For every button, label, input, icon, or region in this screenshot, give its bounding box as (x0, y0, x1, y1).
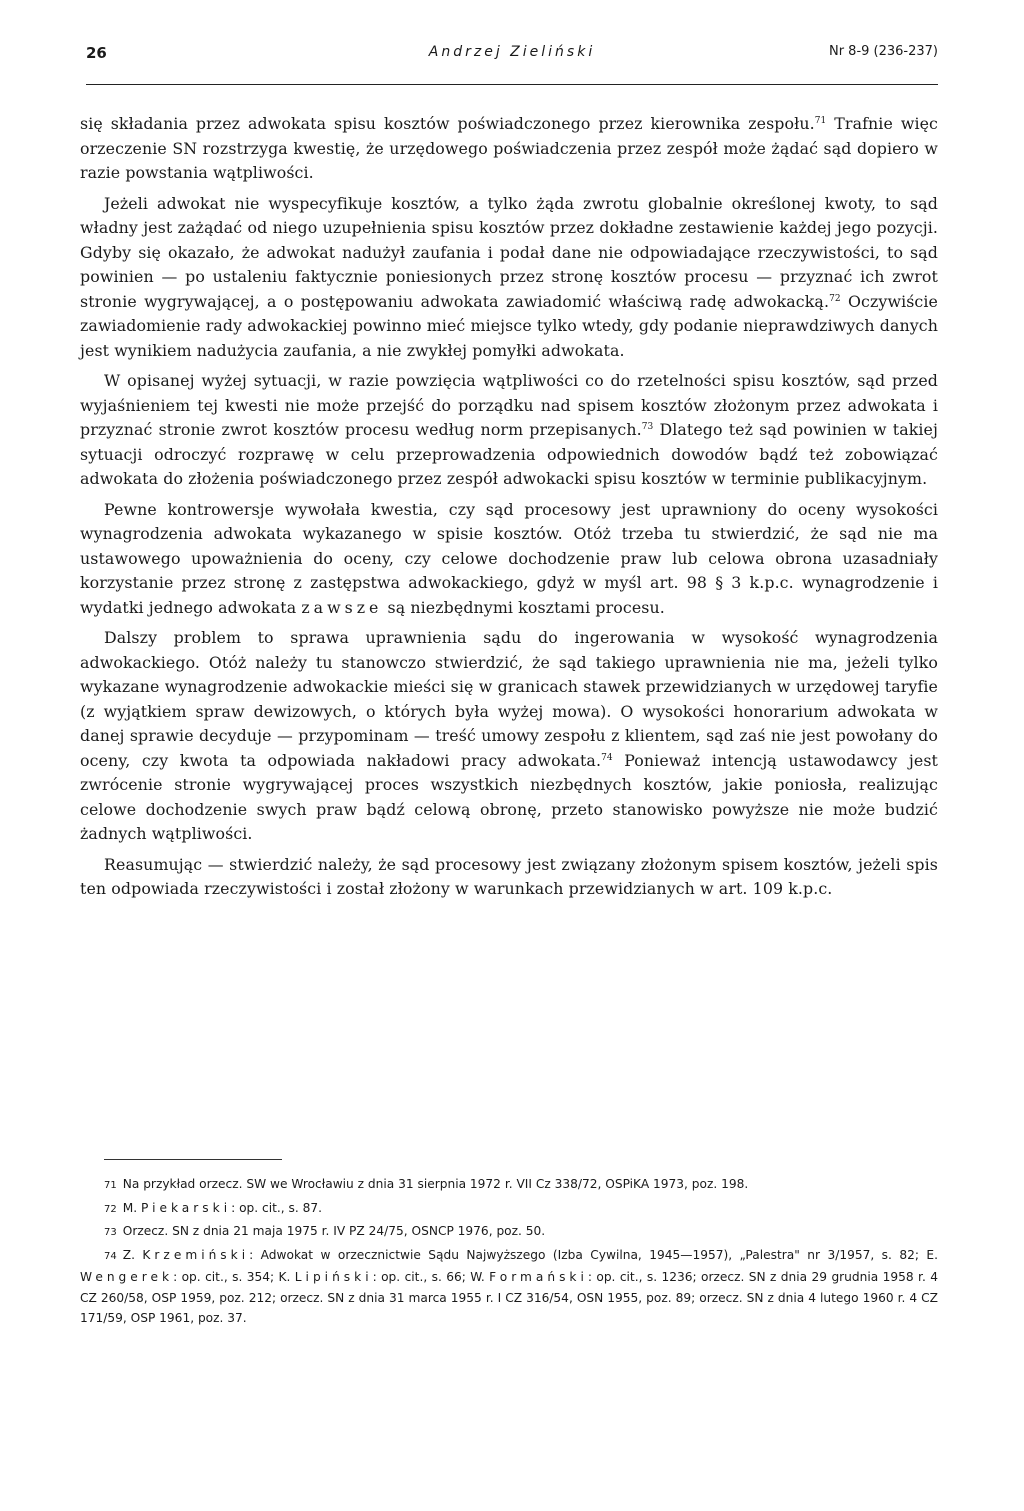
footnote-ref: 73 (641, 422, 654, 432)
body-text (80, 112, 938, 908)
running-head-author: Andrzej Zieliński (428, 44, 596, 60)
spaced-emphasis: zawsze (301, 597, 383, 617)
spaced-emphasis: Krzemiński (142, 1247, 250, 1262)
paragraph (80, 853, 938, 902)
page-number: 26 (86, 44, 107, 62)
text-run: Dlatego też sąd powinien w takiej sytuacji odroczyć rozprawę w celu przeprowadzenia odpowiednich dowodów bądź też zobowiązać adwokata do złożenia poświadczonego przez zespół adwokacki spisu kosztów w terminie publikacyjnym. (80, 420, 938, 488)
text-run: Reasumując — stwierdzić należy, że sąd procesowy jest związany złożonym spisem kosztów, jeżeli spis ten odpowiada rzeczywistości i został złożony w warunkach przewidzianych w art. 109 k.p.c. (80, 854, 938, 898)
footnote-ref: 72 (829, 293, 841, 304)
footnote (80, 1221, 938, 1244)
footnote-number: 72 (104, 1203, 117, 1215)
text-run: Orzecz. SN z dnia 21 maja 1975 r. IV PZ 24/75, OSNCP 1976, poz. 50. (122, 1224, 546, 1238)
spaced-emphasis: Lipiński (294, 1270, 373, 1284)
footnote (80, 1245, 938, 1329)
paragraph (80, 626, 938, 847)
text-run: Na przykład orzecz. SW we Wrocławiu z dnia 31 sierpnia 1972 r. VII Cz 338/72, OSPiKA 1973, poz. 198. (122, 1177, 749, 1191)
footnote-separator (104, 1159, 282, 1160)
paragraph (80, 192, 938, 364)
text-run: : op. cit., s. 87. (231, 1200, 322, 1215)
spaced-emphasis: Wengerek (80, 1270, 174, 1284)
text-run: : op. cit., s. 1236; orzecz. SN z dnia 29 grudnia 1958 r. 4 CZ 260/58, OSP 1959, poz. 212; orzecz. SN z dnia 31 marca 1955 r. I CZ 316/54, OSN 1955, poz. 89; orzecz. SN z dnia 4 lutego 1960 r. 4 CZ 171/59, OSP 1961, poz. 37. (80, 1270, 938, 1325)
spaced-emphasis: Formański (489, 1270, 588, 1284)
footnote-number: 74 (104, 1250, 117, 1262)
footnote-ref: 74 (601, 752, 613, 763)
paragraph (80, 112, 938, 186)
text-run: Z. (122, 1247, 143, 1262)
issue-number: Nr 8-9 (236-237) (828, 44, 938, 59)
spaced-emphasis: Piekarski (141, 1200, 232, 1215)
text-run: są niezbędnymi kosztami procesu. (382, 597, 665, 617)
footnote-number: 71 (104, 1180, 117, 1191)
text-run: Oczywiście zawiadomienie rady adwokackiej powinno mieć miejsce tylko wtedy, gdy podanie nieprawdziwych danych jest wynikiem nadużycia zaufania, a nie zwykłej pomyłki adwokata. (80, 291, 938, 360)
text-run: : Adwokat w orzecznictwie Sądu Najwyższego (Izba Cywilna, 1945—1957), „Palestra" nr 3/1957, s. 82; E. (249, 1247, 938, 1262)
footnote (80, 1174, 938, 1197)
text-run: Ponieważ intencją ustawodawcy jest zwrócenie stronie wygrywającej proces wszystkich niezbędnych kosztów, jakie poniosła, realizując celowe dochodzenie swych praw bądź celową obronę, przeto stanowisko powyższe nie może budzić żadnych wątpliwości. (80, 750, 938, 843)
text-run: Trafnie więc orzeczenie SN rozstrzyga kwestię, że urzędowego poświadczenia przez zespół może żądać sąd dopiero w razie powstania wątpliwości. (80, 114, 938, 182)
text-run: W opisanej wyżej sytuacji, w razie powzięcia wątpliwości co do rzetelności spisu kosztów, sąd przed wyjaśnieniem tej kwesti nie może przejść do porządku nad spisem kosztów złożonym przez adwokata i przyznać stronie zwrot kosztów procesu według norm przepisanych. (80, 371, 938, 439)
header-rule (86, 84, 938, 85)
footnotes (80, 1174, 938, 1330)
text-run: Jeżeli adwokat nie wyspecyfikuje kosztów, a tylko żąda zwrotu globalnie określonej kwoty, to sąd władny jest zażądać od niego uzupełnienia spisu kosztów przez dokładne zestawienie każdej jego pozycji. Gdyby się okazało, że adwokat nadużył zaufania i podał dane nie odpowiadające rzeczywistości, to sąd powinien — po ustaleniu faktycznie poniesionych przez stronę kosztów procesu — przyznać ich zwrot stronie wygrywającej, a o postępowaniu adwokata zawiadomić właściwą radę adwokacką. (80, 193, 938, 311)
running-head (86, 44, 938, 70)
text-run: Pewne kontrowersje wywołała kwestia, czy sąd procesowy jest uprawniony do oceny wysokości wynagrodzenia adwokata wykazanego w spisie kosztów. Otóż trzeba tu stwierdzić, że sąd nie ma ustawowego upoważnienia do oceny, czy celowe dochodzenie praw lub celowa obrona uzasadniały korzystanie przez stronę z zastępstwa adwokackiego, gdyż w myśl art. 98 § 3 k.p.c. wynagrodzenie i wydatki jednego adwokata (80, 499, 938, 617)
text-run: : op. cit., s. 354; K. (173, 1270, 295, 1284)
footnote-number: 73 (104, 1227, 117, 1238)
paragraph (80, 369, 938, 492)
text-run: M. (122, 1200, 141, 1215)
paragraph (80, 498, 938, 621)
text-run: Dalszy problem to sprawa uprawnienia sądu do ingerowania w wysokość wynagrodzenia adwokackiego. Otóż należy tu stanowczo stwierdzić, że sąd takiego uprawnienia nie ma, jeżeli tylko wykazane wynagrodzenie adwokackie mieści się w granicach stawek przewidzianych w urzędowej taryfie (z wyjątkiem spraw dewizowych, o których była wyżej mowa). O wysokości honorarium adwokata w danej sprawie decyduje — przypominam — treść umowy zespołu z klientem, sąd zaś nie jest powołany do oceny, czy kwota ta odpowiada nakładowi pracy adwokata. (80, 628, 938, 770)
text-run: : op. cit., s. 66; W. (372, 1270, 490, 1284)
footnote-ref: 71 (814, 116, 827, 126)
text-run: się składania przez adwokata spisu kosztów poświadczonego przez kierownika zespołu. (80, 114, 815, 133)
footnote (80, 1198, 938, 1221)
